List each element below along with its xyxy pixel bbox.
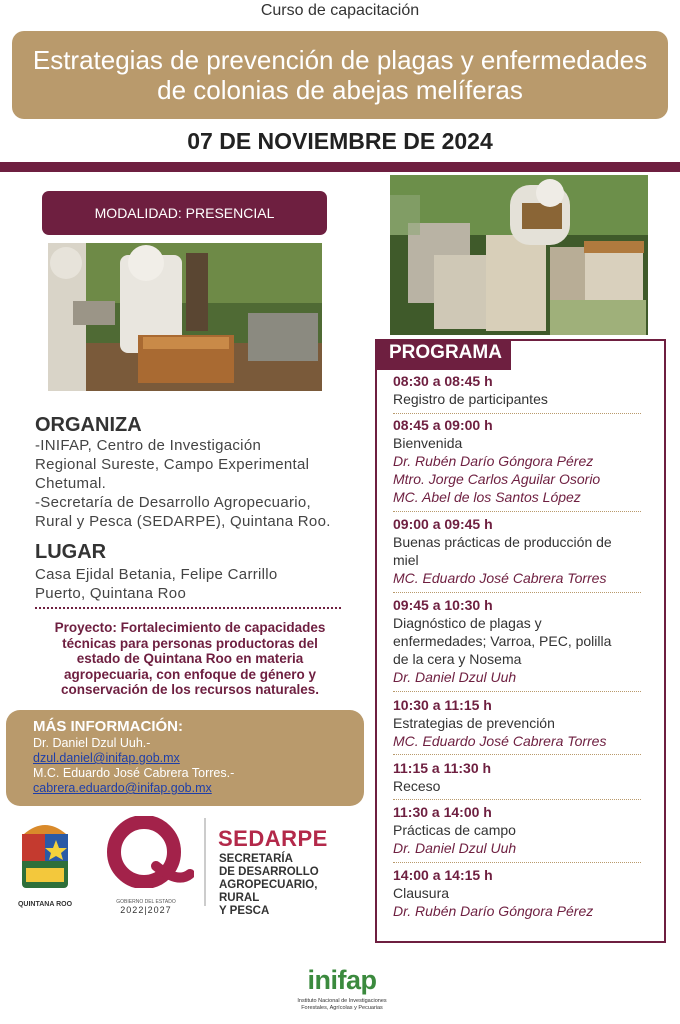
gobierno-estado-logo bbox=[98, 816, 194, 915]
contact-email-link[interactable]: dzul.daniel@inifap.gob.mx bbox=[33, 751, 180, 765]
organiza-text bbox=[35, 436, 355, 531]
project-line: conservación de los recursos naturales. bbox=[60, 682, 320, 697]
program-activity: miel bbox=[393, 552, 419, 568]
program-speaker: Dr. Rubén Darío Góngora Pérez bbox=[393, 903, 594, 919]
modality-badge: MODALIDAD: PRESENCIAL bbox=[42, 191, 327, 235]
program-activity: Estrategias de prevención bbox=[393, 715, 555, 731]
quintana-roo-logo bbox=[14, 816, 76, 908]
more-info-heading: MÁS INFORMACIÓN: bbox=[33, 718, 183, 735]
program-separator bbox=[393, 511, 641, 512]
beehives-photo bbox=[390, 175, 648, 335]
program-activity: Receso bbox=[393, 778, 441, 794]
program-speaker: MC. Eduardo José Cabrera Torres bbox=[393, 733, 607, 749]
contact-email-link[interactable]: cabrera.eduardo@inifap.gob.mx bbox=[33, 781, 212, 795]
contact-name: M.C. Eduardo José Cabrera Torres.- bbox=[33, 766, 235, 780]
sedarpe-desc-line: SECRETARÍA bbox=[219, 853, 293, 865]
project-line: agropecuaria, con enfoque de género y bbox=[63, 666, 317, 682]
program-separator bbox=[393, 413, 641, 414]
title-line-2: de colonias de abejas melíferas bbox=[157, 75, 523, 105]
inifap-subtitle bbox=[292, 998, 392, 1012]
program-speaker: Dr. Daniel Dzul Uuh bbox=[393, 669, 517, 685]
project-line: Proyecto: Fortalecimiento de capacidades bbox=[54, 620, 326, 635]
program-speaker: Mtro. Jorge Carlos Aguilar Osorio bbox=[393, 471, 601, 487]
beekeepers-photo bbox=[48, 243, 322, 391]
program-activity: Registro de participantes bbox=[393, 391, 548, 407]
program-speaker: MC. Eduardo José Cabrera Torres bbox=[393, 570, 607, 586]
project-line: técnicas para personas productoras del bbox=[62, 635, 318, 651]
quintana-roo-label: QUINTANA ROO bbox=[17, 901, 73, 908]
project-line: estado de Quintana Roo en materia bbox=[76, 651, 304, 666]
more-info-box bbox=[6, 710, 364, 806]
organiza-line: -Secretaría de Desarrollo Agropecuario, bbox=[35, 494, 312, 511]
title-line-1: Estrategias de prevención de plagas y enfermedades bbox=[32, 45, 648, 75]
organiza-line: Rural y Pesca (SEDARPE), Quintana Roo. bbox=[35, 513, 331, 530]
lugar-line: Puerto, Quintana Roo bbox=[35, 585, 187, 602]
program-time: 08:30 a 08:45 h bbox=[393, 373, 493, 389]
course-type-label: Curso de capacitación bbox=[260, 2, 420, 19]
organiza-line: Chetumal. bbox=[35, 475, 107, 492]
program-activity: Prácticas de campo bbox=[393, 822, 516, 838]
program-item bbox=[393, 759, 643, 795]
event-date: 07 DE NOVIEMBRE DE 2024 bbox=[187, 128, 493, 154]
program-activity: Clausura bbox=[393, 885, 450, 901]
program-speaker: Dr. Rubén Darío Góngora Pérez bbox=[393, 453, 594, 469]
header-divider-bar bbox=[0, 162, 680, 172]
sedarpe-desc-line: Y PESCA bbox=[219, 905, 270, 917]
program-activity: de la cera y Nosema bbox=[393, 651, 522, 667]
program-speaker: Dr. Daniel Dzul Uuh bbox=[393, 840, 517, 856]
program-top-border bbox=[511, 339, 666, 341]
program-time: 11:30 a 14:00 h bbox=[393, 804, 492, 820]
program-activity: Buenas prácticas de producción de bbox=[393, 534, 612, 550]
program-time: 09:45 a 10:30 h bbox=[393, 597, 493, 613]
sedarpe-desc-line: AGROPECUARIO, RURAL bbox=[219, 879, 318, 904]
inifap-subtitle-line: Forestales, Agrícolas y Pecuarias bbox=[301, 1005, 383, 1011]
program-separator bbox=[393, 799, 641, 800]
sedarpe-desc-line: DE DESARROLLO bbox=[219, 866, 319, 878]
program-item bbox=[393, 416, 643, 506]
inifap-subtitle-line: Instituto Nacional de Investigaciones bbox=[297, 998, 387, 1004]
program-heading: PROGRAMA bbox=[375, 339, 511, 370]
organiza-line: Regional Sureste, Campo Experimental bbox=[35, 456, 310, 473]
program-activity: Bienvenida bbox=[393, 435, 463, 451]
title-banner bbox=[12, 31, 668, 119]
program-item bbox=[393, 372, 643, 408]
program-separator bbox=[393, 862, 641, 863]
gobierno-years: 2022|2027 bbox=[120, 905, 172, 915]
project-description bbox=[30, 620, 350, 698]
program-activity: enfermedades; Varroa, PEC, polilla bbox=[393, 633, 612, 649]
program-item bbox=[393, 696, 643, 750]
inifap-logo bbox=[292, 966, 392, 1020]
organiza-line: -INIFAP, Centro de Investigación bbox=[35, 437, 262, 454]
program-item bbox=[393, 515, 643, 587]
lugar-text bbox=[35, 565, 355, 603]
program-separator bbox=[393, 691, 641, 692]
program-time: 10:30 a 11:15 h bbox=[393, 697, 492, 713]
inifap-wordmark: inifap bbox=[307, 965, 377, 995]
lugar-heading: LUGAR bbox=[35, 541, 107, 563]
program-item bbox=[393, 596, 643, 686]
sedarpe-wordmark: SEDARPE bbox=[218, 826, 328, 851]
gobierno-label: GOBIERNO DEL ESTADO bbox=[116, 899, 176, 905]
section-divider bbox=[35, 607, 341, 609]
program-activity: Diagnóstico de plagas y bbox=[393, 615, 542, 631]
organiza-heading: ORGANIZA bbox=[35, 414, 142, 436]
program-item bbox=[393, 803, 643, 857]
program-separator bbox=[393, 754, 641, 755]
program-time: 09:00 a 09:45 h bbox=[393, 516, 493, 532]
program-separator bbox=[393, 592, 641, 593]
program-time: 14:00 a 14:15 h bbox=[393, 867, 493, 883]
program-time: 08:45 a 09:00 h bbox=[393, 417, 493, 433]
program-time: 11:15 a 11:30 h bbox=[393, 760, 492, 776]
lugar-line: Casa Ejidal Betania, Felipe Carrillo bbox=[35, 566, 278, 583]
contact-name: Dr. Daniel Dzul Uuh.- bbox=[33, 736, 151, 750]
logo-divider bbox=[204, 818, 206, 906]
sedarpe-description bbox=[219, 853, 359, 918]
program-item bbox=[393, 866, 643, 920]
program-speaker: MC. Abel de los Santos López bbox=[393, 489, 581, 505]
